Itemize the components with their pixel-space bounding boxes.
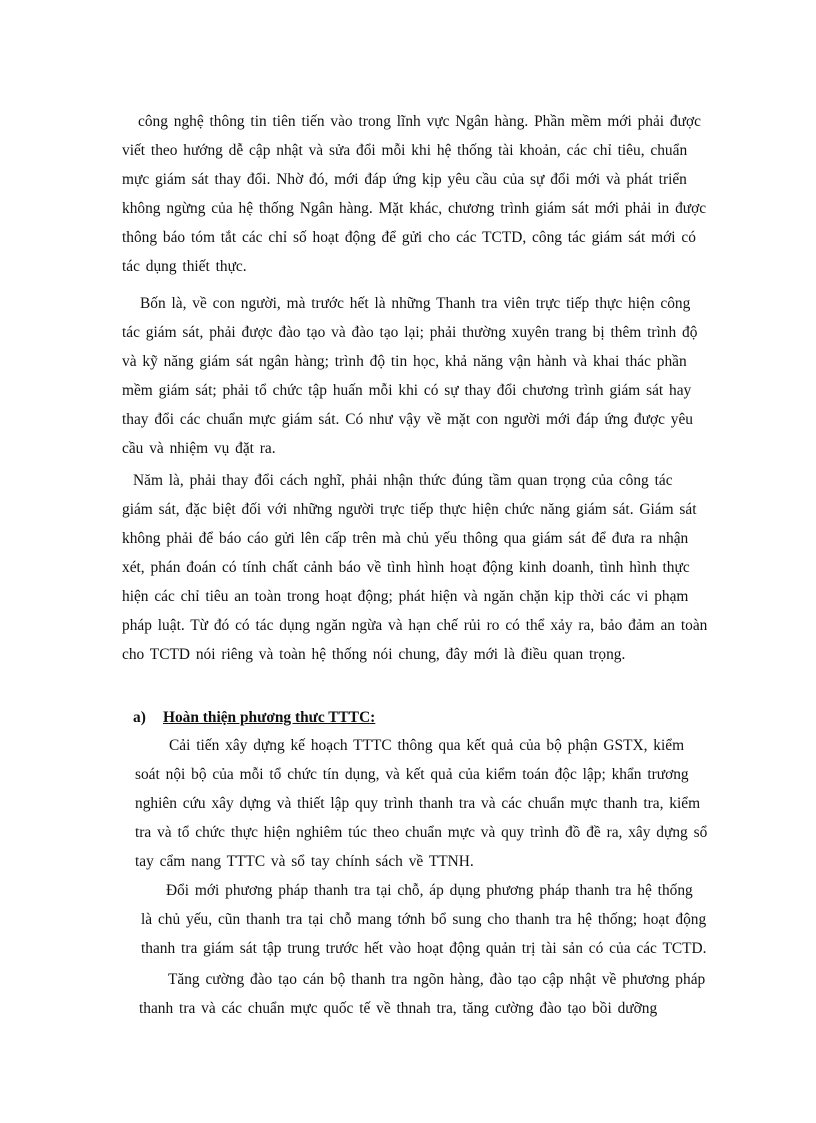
paragraph-line: không phải để báo cáo gửi lên cấp trên mà chủ yếu thông qua giám sát để đưa ra nhận: [122, 530, 689, 547]
section-title: Hoàn thiện phương thưc TTTC:: [163, 709, 376, 726]
paragraph-line: thanh tra và các chuẩn mực quốc tế về thnah tra, tăng cường đào tạo bồi dưỡng: [139, 1000, 658, 1017]
paragraph-line: thay đổi các chuẩn mực giám sát. Có như vậy về mặt con người mới đáp ứng được yêu: [122, 411, 693, 428]
paragraph-line: tra và tổ chức thực hiện nghiêm túc theo chuẩn mực và quy trình đồ đề ra, xây dựng sổ: [135, 824, 708, 841]
paragraph-line: là chủ yếu, cũn thanh tra tại chỗ mang tớnh bổ sung cho thanh tra hệ thống; hoạt động: [141, 911, 707, 928]
paragraph-line: hiện các chỉ tiêu an toàn trong hoạt động; phát hiện và ngăn chặn kịp thời các vi phạm: [122, 588, 689, 605]
paragraph-line: pháp luật. Từ đó có tác dụng ngăn ngừa và hạn chế rủi ro có thể xảy ra, bảo đảm an toàn: [122, 617, 708, 634]
paragraph-line: Cải tiến xây dựng kế hoạch TTTC thông qua kết quả của bộ phận GSTX, kiểm: [169, 737, 685, 754]
section-paragraph-method: [141, 876, 706, 963]
paragraph-line: cho TCTD nói riêng và toàn hệ thống nói chung, đây mới là điều quan trọng.: [122, 646, 626, 663]
paragraph-line: soát nội bộ của mỗi tổ chức tín dụng, và kết quả của kiểm toán độc lập; khẩn trương: [135, 766, 689, 783]
paragraph-fourth: [122, 289, 697, 463]
paragraph-line: và kỹ năng giám sát ngân hàng; trình độ tin học, khả năng vận hành và khai thác phần: [122, 353, 687, 370]
paragraph-line: giám sát, đặc biệt đối với những người trực tiếp thực hiện chức năng giám sát. Giám sát: [122, 501, 697, 518]
section-heading: [133, 703, 375, 732]
paragraph-line: tác dụng thiết thực.: [122, 258, 247, 275]
paragraph-line: Tăng cường đào tạo cán bộ thanh tra ngõn hàng, đào tạo cập nhật về phương pháp: [168, 971, 706, 988]
paragraph-line: thông báo tóm tắt các chỉ số hoạt động để gửi cho các TCTD, công tác giám sát mới có: [122, 229, 696, 246]
paragraph-line: cầu và nhiệm vụ đặt ra.: [122, 440, 276, 457]
paragraph-line: tay cẩm nang TTTC và sổ tay chính sách về TTNH.: [135, 853, 474, 870]
paragraph-ict: [122, 107, 706, 281]
paragraph-line: mềm giám sát; phải tổ chức tập huấn mỗi khi có sự thay đổi chương trình giám sát hay: [122, 382, 692, 399]
paragraph-line: mực giám sát thay đổi. Nhờ đó, mới đáp ứng kịp yêu cầu của sự đổi mới và phát triển: [122, 171, 687, 188]
section-paragraph-training: [139, 965, 705, 1023]
paragraph-line: thanh tra giám sát tập trung trước hết vào hoạt động quản trị tài sản có của các TCTD.: [141, 940, 707, 957]
section-paragraph-plan: [135, 731, 707, 876]
paragraph-line: xét, phán đoán có tính chất cảnh báo về tình hình hoạt động kinh doanh, tình hình thực: [122, 559, 690, 576]
paragraph-line: công nghệ thông tin tiên tiến vào trong lĩnh vực Ngân hàng. Phần mềm mới phải được: [138, 113, 701, 130]
paragraph-line: không ngừng của hệ thống Ngân hàng. Mặt khác, chương trình giám sát mới phải in được: [122, 200, 707, 217]
paragraph-line: nghiên cứu xây dựng và thiết lập quy trình thanh tra và các chuẩn mực thanh tra, kiểm: [135, 795, 701, 812]
paragraph-line: viết theo hướng dễ cập nhật và sửa đổi mỗi khi hệ thống tài khoản, các chỉ tiêu, chuẩn: [122, 142, 688, 159]
paragraph-line: Bốn là, về con người, mà trước hết là những Thanh tra viên trực tiếp thực hiện công: [140, 295, 691, 312]
paragraph-line: Đổi mới phương pháp thanh tra tại chỗ, áp dụng phương pháp thanh tra hệ thống: [166, 882, 693, 899]
paragraph-fifth: [122, 466, 707, 669]
paragraph-line: tác giám sát, phải được đào tạo và đào tạo lại; phải thường xuyên trang bị thêm trình độ: [122, 324, 698, 341]
section-label: a): [133, 709, 146, 726]
paragraph-line: Năm là, phải thay đổi cách nghĩ, phải nhận thức đúng tầm quan trọng của công tác: [133, 472, 673, 489]
